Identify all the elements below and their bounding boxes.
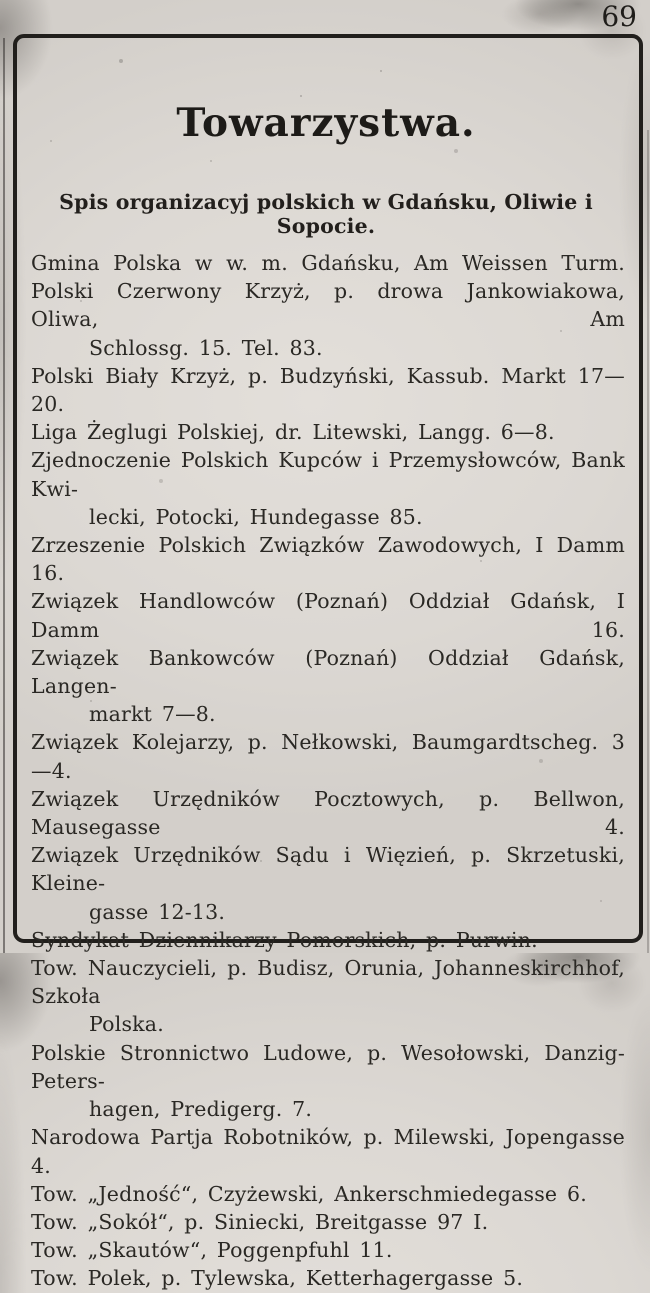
directory-entry bbox=[27, 1180, 625, 1208]
directory-entry bbox=[27, 446, 625, 531]
directory-entry bbox=[27, 1264, 625, 1292]
entry-line: Związek Kolejarzy, p. Nełkowski, Baumgardtscheg. 3—4. bbox=[31, 730, 625, 783]
directory-entry bbox=[27, 1208, 625, 1236]
entry-line: Związek Bankowców (Poznań) Oddział Gdańsk, Langen- bbox=[31, 645, 625, 699]
directory-entry bbox=[27, 531, 625, 587]
directory-entry bbox=[27, 785, 625, 841]
entry-line: Polska. bbox=[89, 1012, 164, 1037]
entry-line: Syndykat Dziennikarzy Pomorskich, p. Purwin. bbox=[31, 927, 538, 952]
directory-entry bbox=[27, 644, 625, 729]
page-title: Towarzystwa. bbox=[176, 100, 476, 146]
scan-edge-line-right bbox=[647, 130, 649, 953]
entry-line: Tow. „Sokół“, p. Siniecki, Breitgasse 97 I. bbox=[31, 1209, 489, 1234]
scan-edge-line-left bbox=[3, 38, 5, 953]
entry-line: lecki, Potocki, Hundegasse 85. bbox=[89, 504, 423, 529]
directory-list bbox=[27, 249, 625, 1293]
entry-line: Zjednoczenie Polskich Kupców i Przemysłowców, Bank Kwi- bbox=[31, 448, 625, 501]
entry-line: hagen, Predigerg. 7. bbox=[89, 1097, 313, 1122]
directory-entry bbox=[27, 1123, 625, 1179]
entry-line: Schlossg. 15. Tel. 83. bbox=[89, 335, 323, 360]
directory-entry bbox=[27, 418, 625, 446]
directory-entry bbox=[27, 277, 625, 362]
directory-entry bbox=[27, 841, 625, 926]
directory-entry bbox=[27, 362, 625, 418]
entry-line: Związek Urzędników Sądu i Więzień, p. Skrzetuski, Kleine- bbox=[31, 843, 625, 896]
entry-line: Tow. „Skautów“, Poggenpfuhl 11. bbox=[31, 1238, 393, 1263]
entry-line: Związek Urzędników Pocztowych, p. Bellwon, Mausegasse 4. bbox=[31, 786, 625, 840]
entry-line: Narodowa Partja Robotników, p. Milewski, Jopengasse 4. bbox=[31, 1125, 625, 1178]
page-border-frame bbox=[13, 34, 643, 1291]
directory-entry bbox=[27, 587, 625, 643]
directory-entry bbox=[27, 926, 625, 954]
directory-entry bbox=[27, 1236, 625, 1264]
page-subtitle: Spis organizacyj polskich w Gdańsku, Oliwie i Sopocie. bbox=[59, 190, 593, 238]
directory-entry bbox=[27, 954, 625, 1039]
entry-line: Polski Czerwony Krzyż, p. drowa Jankowiakowa, Oliwa, Am bbox=[31, 279, 625, 332]
entry-line: Liga Żeglugi Polskiej, dr. Litewski, Langg. 6—8. bbox=[31, 420, 555, 445]
directory-entry bbox=[27, 728, 625, 784]
entry-line: Tow. Polek, p. Tylewska, Ketterhagergasse 5. bbox=[31, 1266, 524, 1291]
paper-speckles bbox=[0, 0, 2, 2]
entry-line: Zrzeszenie Polskich Związków Zawodowych, I Damm 16. bbox=[31, 533, 625, 586]
entry-line: Gmina Polska w w. m. Gdańsku, Am Weissen Turm. bbox=[31, 251, 625, 275]
entry-line: Tow. Nauczycieli, p. Budisz, Orunia, Johanneskirchhof, Szkoła bbox=[31, 956, 625, 1009]
page-number: 69 bbox=[601, 0, 637, 33]
entry-line: Związek Handlowców (Poznań) Oddział Gdańsk, I Damm 16. bbox=[31, 589, 625, 642]
entry-line: gasse 12-13. bbox=[89, 899, 226, 924]
entry-line: Polskie Stronnictwo Ludowe, p. Wesołowski, Danzig-Peters- bbox=[31, 1040, 625, 1093]
entry-line: markt 7—8. bbox=[89, 702, 216, 727]
directory-entry bbox=[27, 1039, 625, 1124]
entry-line: Tow. „Jedność“, Czyżewski, Ankerschmiedegasse 6. bbox=[31, 1181, 587, 1206]
directory-entry bbox=[27, 249, 625, 277]
entry-line: Polski Biały Krzyż, p. Budzyński, Kassub. Markt 17—20. bbox=[31, 363, 625, 417]
